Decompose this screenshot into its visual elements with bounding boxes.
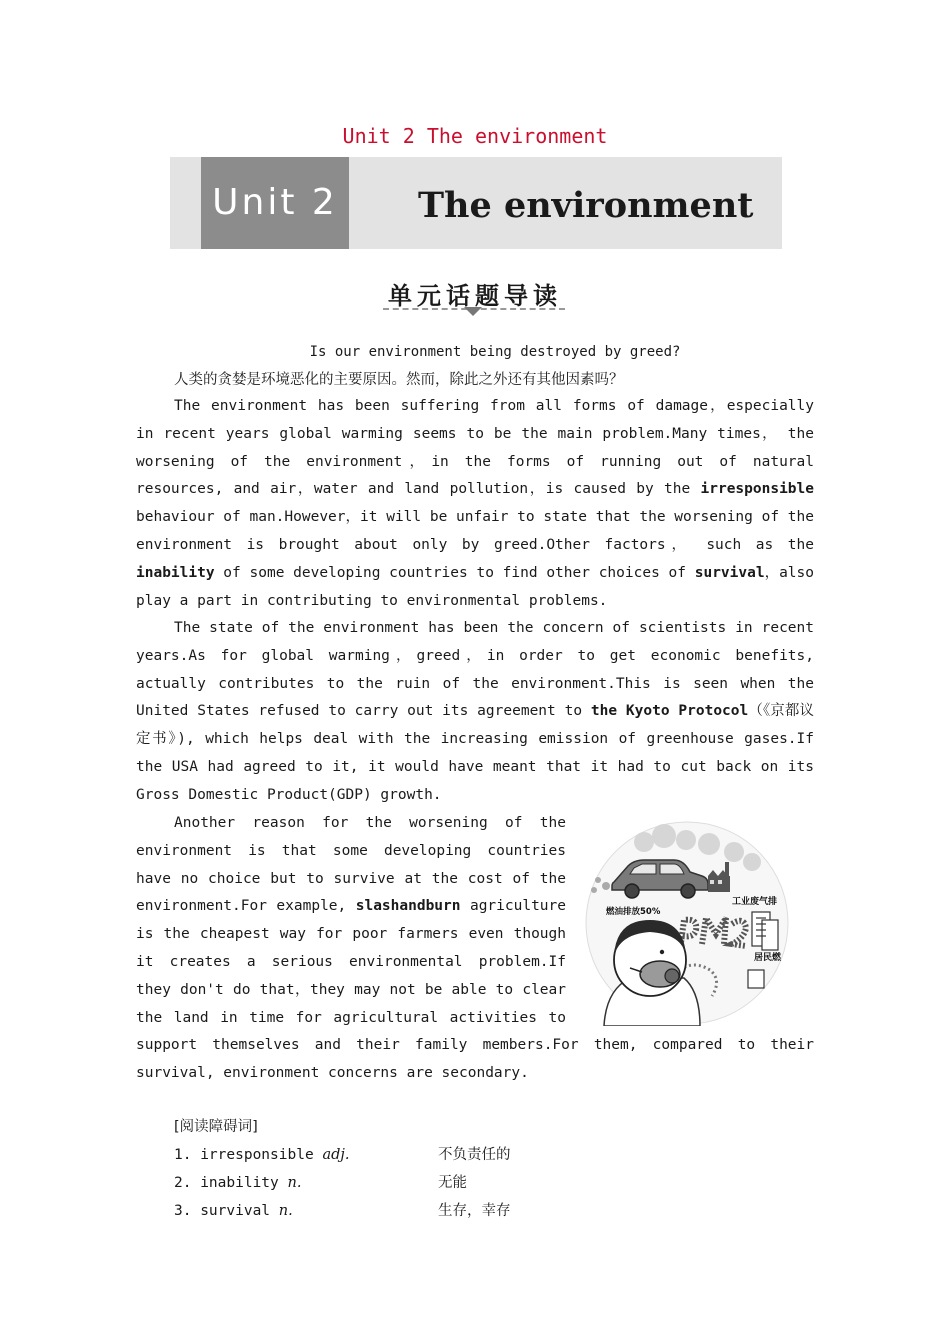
keyword-inability: inability: [136, 564, 215, 581]
text-span: The environment has been suffering from all forms of damage，especially in recent years global warming seems to be the main problem.Many times， the worsening of the environment，in the forms of running out of natural resources, and air，water and land pollution，is caused by the: [136, 398, 814, 498]
vocab-term: [174, 1147, 438, 1163]
vocab-meaning: 生存，幸存: [438, 1203, 511, 1219]
vocab-pos: adj.: [322, 1147, 350, 1163]
vocab-word: irresponsible: [200, 1147, 314, 1163]
vocab-meaning: 无能: [438, 1175, 467, 1191]
label-residents: 居民燃: [754, 953, 782, 963]
keyword-irresponsible: irresponsible: [700, 481, 814, 498]
text-span: The state of the environment has been the concern of scientists in recent years.As for global warming，greed，in order to get economic benefits, actually contributes to the ruin of the environment.This is seen when the United States refused to carry out its agreement to: [136, 620, 814, 720]
heading-arrow-icon: [464, 307, 482, 316]
text-span: （《京都议定书》), which helps deal with the increasing emission of greenhouse gases.If the USA had agreed to it, it would have meant that it had to cut back on its Gross Domestic Product(GDP) growth.: [136, 703, 815, 803]
vocab-pos: n.: [287, 1175, 302, 1191]
vocab-number: 1.: [174, 1147, 192, 1163]
vocab-pos: n.: [278, 1203, 293, 1219]
vocab-term: [174, 1175, 438, 1191]
text-span: of some developing countries to find other choices of: [214, 564, 695, 581]
vocab-word: inability: [200, 1175, 279, 1191]
label-exhaust: 燃油排放50%: [606, 907, 661, 917]
text-span: agriculture is the cheapest way for poor farmers even though it creates a serious environmental problem.If they don't do that，they may not be able to clear the land in time for agricultural activities to support themselves and their family members.For them, compared to their survival, environment concerns are secondary.: [136, 898, 814, 1082]
keyword-survival: survival: [694, 564, 765, 581]
page-title: Unit 2 The environment: [342, 124, 608, 148]
vocab-meaning: 不负责任的: [438, 1147, 511, 1163]
text-span: Another reason for the worsening of the environment is that some developing countries have no choice but to survive at the cost of the environment.For example,: [136, 815, 566, 915]
vocab-item: [174, 1199, 511, 1220]
paragraph-1: [136, 393, 814, 615]
vocab-item: [174, 1143, 511, 1164]
vocab-term: [174, 1203, 438, 1219]
banner-unit-label: Unit 2: [201, 157, 349, 249]
keyword-kyoto-protocol: the Kyoto Protocol: [590, 703, 749, 720]
reading-question: Is our environment being destroyed by greed?: [309, 344, 681, 360]
unit-banner: [170, 157, 782, 249]
text-span: behaviour of man.However，it will be unfair to state that the worsening of the environment is brought about only by greed.Other factors， such as the: [136, 509, 814, 553]
vocab-word: survival: [200, 1203, 271, 1219]
paragraph-2: [136, 615, 814, 810]
chinese-intro: 人类的贪婪是环境恶化的主要原因。然而，除此之外还有其他因素吗？: [174, 372, 624, 388]
text-span: ，also play a part in contributing to environmental problems.: [136, 564, 814, 609]
vocab-number: 3.: [174, 1203, 192, 1219]
vocab-number: 2.: [174, 1175, 192, 1191]
banner-topic: The environment: [418, 185, 754, 226]
section-heading: 单元话题导读: [388, 282, 562, 310]
pollution-illustration: [584, 820, 790, 1026]
label-industry: 工业废气排: [732, 897, 778, 907]
vocab-title: [阅读障碍词]: [174, 1119, 258, 1135]
keyword-slashandburn: slashandburn: [355, 898, 461, 915]
vocab-item: [174, 1171, 467, 1192]
